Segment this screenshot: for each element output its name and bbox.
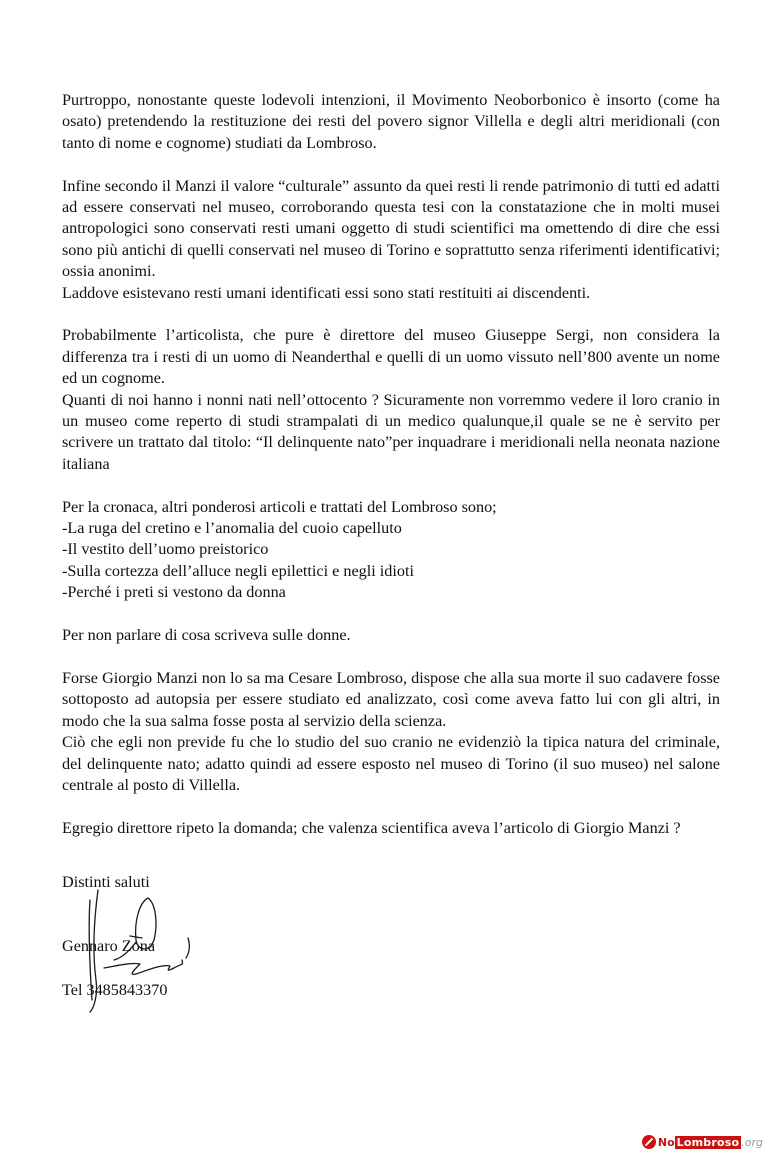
watermark-lombroso: Lombroso: [676, 1135, 740, 1149]
watermark-no: No: [657, 1135, 675, 1149]
paragraph-4: Probabilmente l’articolista, che pure è direttore del museo Giuseppe Sergi, non considera la differenza tra i resti di un uomo di Neanderthal e quelli di un uomo vissuto nell’800 avente un nome ed un cognome.: [62, 326, 720, 388]
list-item: -Sulla cortezza dell’alluce negli epilettici e negli idioti: [62, 561, 414, 580]
no-sign-icon: [642, 1135, 656, 1149]
letter-body: [62, 90, 720, 839]
paragraph-3: Laddove esistevano resti umani identificati essi sono stati restituiti ai discendenti.: [62, 283, 591, 302]
list-item: -Il vestito dell’uomo preistorico: [62, 540, 269, 559]
paragraph-1: Purtroppo, nonostante queste lodevoli intenzioni, il Movimento Neoborbonico è insorto (come ha osato) pretendendo la restituzione dei resti del povero signor Villella e degli altri meridionali (con tanto di nome e cognome) studiati da Lombroso.: [62, 91, 720, 152]
salutation: Distinti saluti: [62, 873, 150, 891]
paragraph-8: Forse Giorgio Manzi non lo sa ma Cesare Lombroso, dispose che alla sua morte il suo cadavere fosse sottoposto ad autopsia per essere studiato ed analizzato, così come aveva fatto lui con gli altri, in modo che la sua salma fosse posta al servizio della scienza.: [62, 668, 720, 730]
paragraph-10: Egregio direttore ripeto la domanda; che valenza scientifica aveva l’articolo di Giorgio Manzi ?: [62, 818, 681, 837]
site-watermark: [642, 1135, 763, 1149]
paragraph-7: Per non parlare di cosa scriveva sulle donne.: [62, 626, 351, 645]
handwritten-signature: [70, 880, 200, 1020]
watermark-tld: .org: [741, 1135, 763, 1149]
list-item: -La ruga del cretino e l’anomalia del cuoio capelluto: [62, 519, 402, 538]
paragraph-9: Ciò che egli non previde fu che lo studio del suo cranio ne evidenziò la tipica natura del criminale, del delinquente nato; adatto quindi ad essere esposto nel museo di Torino (il suo museo) nel salone centrale al posto di Villella.: [62, 733, 720, 794]
paragraph-5: Quanti di noi hanno i nonni nati nell’ottocento ? Sicuramente non vorremmo vedere il loro cranio in un museo come reperto di studi strampalati di un medico qualunque,il quale se ne è servito per scrivere un trattato dal titolo: “Il delinquente nato”per inquadrare i meridionali nella neonata nazione italiana: [62, 390, 720, 473]
phone-number: Tel 3485843370: [62, 981, 168, 999]
list-item: -Perché i preti si vestono da donna: [62, 583, 286, 602]
paragraph-2: Infine secondo il Manzi il valore “culturale” assunto da quei resti li rende patrimonio di tutti ed adatti ad essere conservati nel museo, corroborando questa tesi con la constatazione che in molti musei antropologici sono conservati resti umani oggetto di studi scientifici ma omettendo di dire che essi sono più antichi di quelli conservati nel museo di Torino e soprattutto senza riferimenti identificativi; ossia anonimi.: [62, 176, 720, 281]
signatory-name: Gennaro Zona: [62, 937, 156, 955]
paragraph-6: Per la cronaca, altri ponderosi articoli e trattati del Lombroso sono;: [62, 497, 497, 516]
